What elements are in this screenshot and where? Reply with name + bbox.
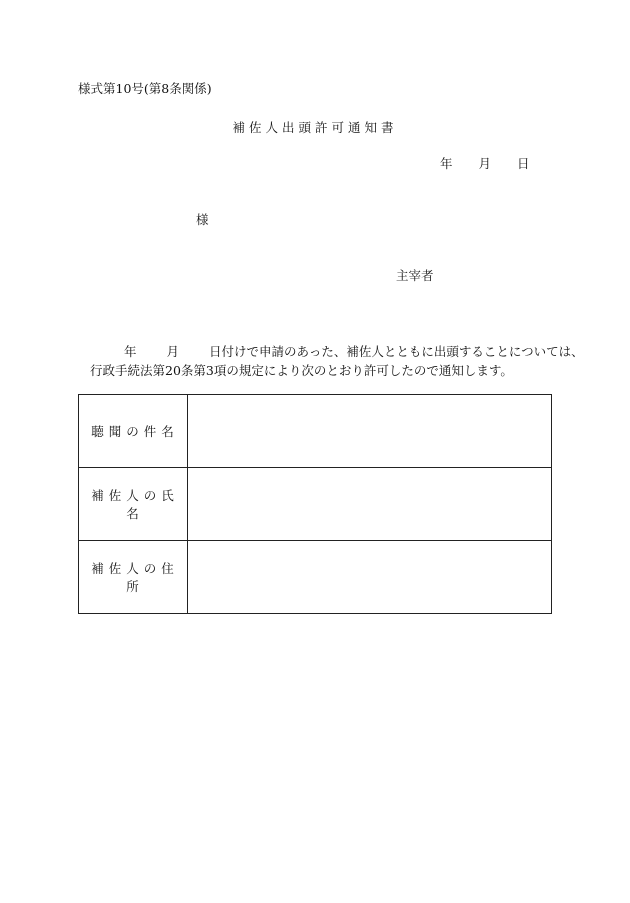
assistant-name-field[interactable] [188,468,552,541]
form-number: 様式第10号(第8条関係) [78,81,212,96]
sender-title: 主宰者 [396,268,434,283]
date-day-label: 日 [517,156,530,171]
date-month-label: 月 [478,156,492,171]
body-line-1-text: 日付けで申請のあった、補佐人とともに出頭することについては、 [209,344,584,359]
table-row [79,395,552,468]
hearing-subject-label: 聴聞の件名 [79,395,188,468]
info-table [78,394,552,614]
addressee-suffix: 様 [196,212,209,227]
body-month-label: 月 [166,344,180,359]
assistant-address-label: 補佐人の住所 [79,541,188,614]
body-line-2: 行政手続法第20条第3項の規定により次のとおり許可したので通知します。 [90,363,513,378]
hearing-subject-field[interactable] [188,395,552,468]
assistant-address-field[interactable] [188,541,552,614]
body-line-1 [124,342,584,360]
table-row [79,541,552,614]
date-line [440,154,530,172]
document-title: 補佐人出頭許可通知書 [232,120,398,135]
body-year-label: 年 [124,344,137,359]
assistant-name-label: 補佐人の氏名 [79,468,188,541]
table-row [79,468,552,541]
date-year-label: 年 [440,156,453,171]
